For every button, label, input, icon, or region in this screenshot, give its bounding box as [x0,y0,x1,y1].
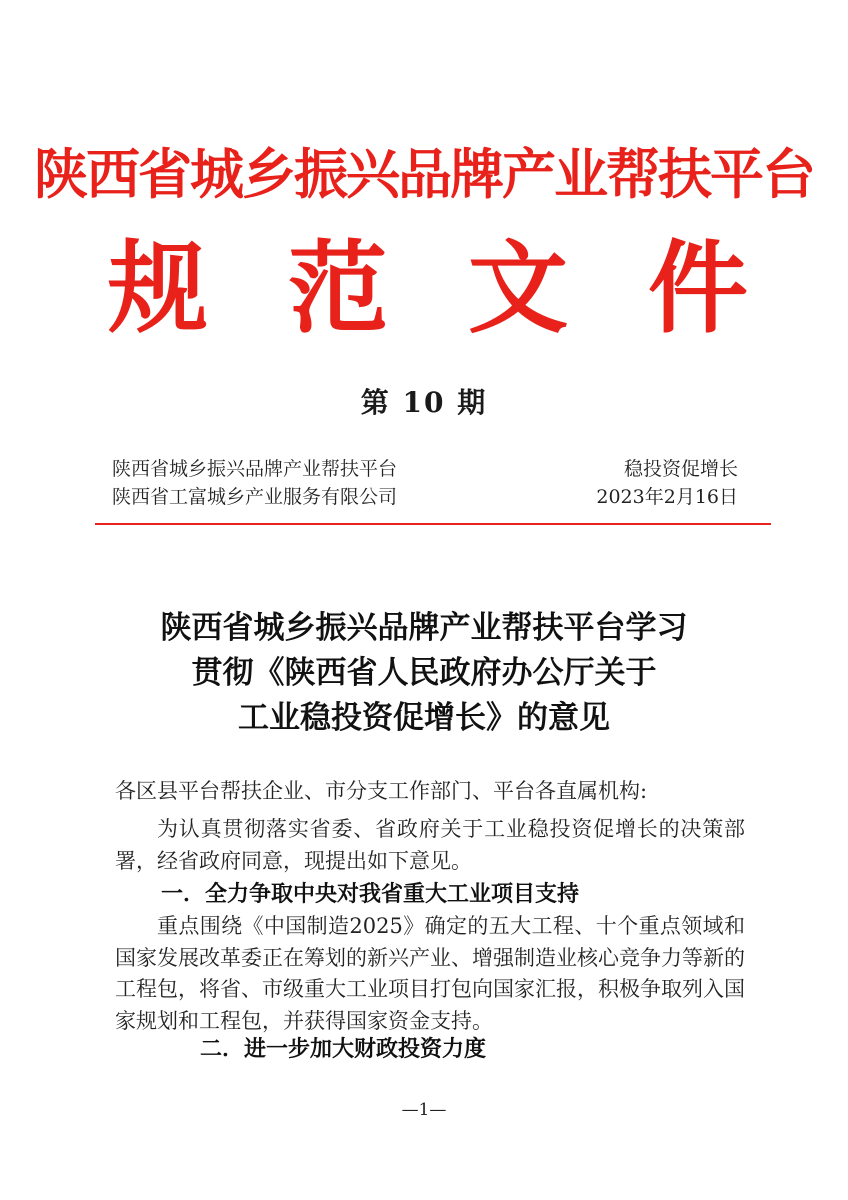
doc-type-char: 范 [288,230,388,347]
masthead-org-title: 陕西省城乡振兴品牌产业帮扶平台 [34,143,814,206]
section-1-heading: 一．全力争取中央对我省重大工业项目支持 [161,882,580,907]
doc-type-char: 文 [468,230,568,347]
title-line: 贯彻《陕西省人民政府办公厅关于 [191,655,657,691]
red-divider-line [95,523,771,525]
document-category: 稳投资促增长 [623,458,738,480]
section-1-paragraph: 重点围绕《中国制造2025》确定的五大工程、十个重点领域和国家发展改革委正在筹划的新兴产业、增强制造业核心竞争力等新的工程包，将省、市级重大工业项目打包向国家汇报，积极争取列入国家规划和工程包，并获得国家资金支持。 [115,914,745,1033]
title-line: 工业稳投资促增长》的意见 [238,700,610,736]
issue-date: 2023年2月16日 [596,486,738,508]
issuer-row-1 [112,455,738,483]
intro-paragraph: 为认真贯彻落实省委、省政府关于工业稳投资促增长的决策部署，经省政府同意，现提出如下意见。 [115,817,745,873]
page-number: —1— [401,1100,447,1120]
section-2-heading: 二．进一步加大财政投资力度 [200,1037,487,1062]
issuer-row-2 [112,483,738,511]
salutation: 各区县平台帮扶企业、市分支工作部门、平台各直属机构: [115,779,648,803]
issue-number: 第 10 期 [360,386,488,419]
document-title [0,606,848,741]
issuer-name: 陕西省工富城乡产业服务有限公司 [112,486,398,508]
title-line: 陕西省城乡振兴品牌产业帮扶平台学习 [160,610,688,646]
masthead-document-type [108,230,748,347]
doc-type-char: 规 [108,230,208,347]
issuer-name: 陕西省城乡振兴品牌产业帮扶平台 [112,458,398,480]
doc-type-char: 件 [648,230,748,347]
